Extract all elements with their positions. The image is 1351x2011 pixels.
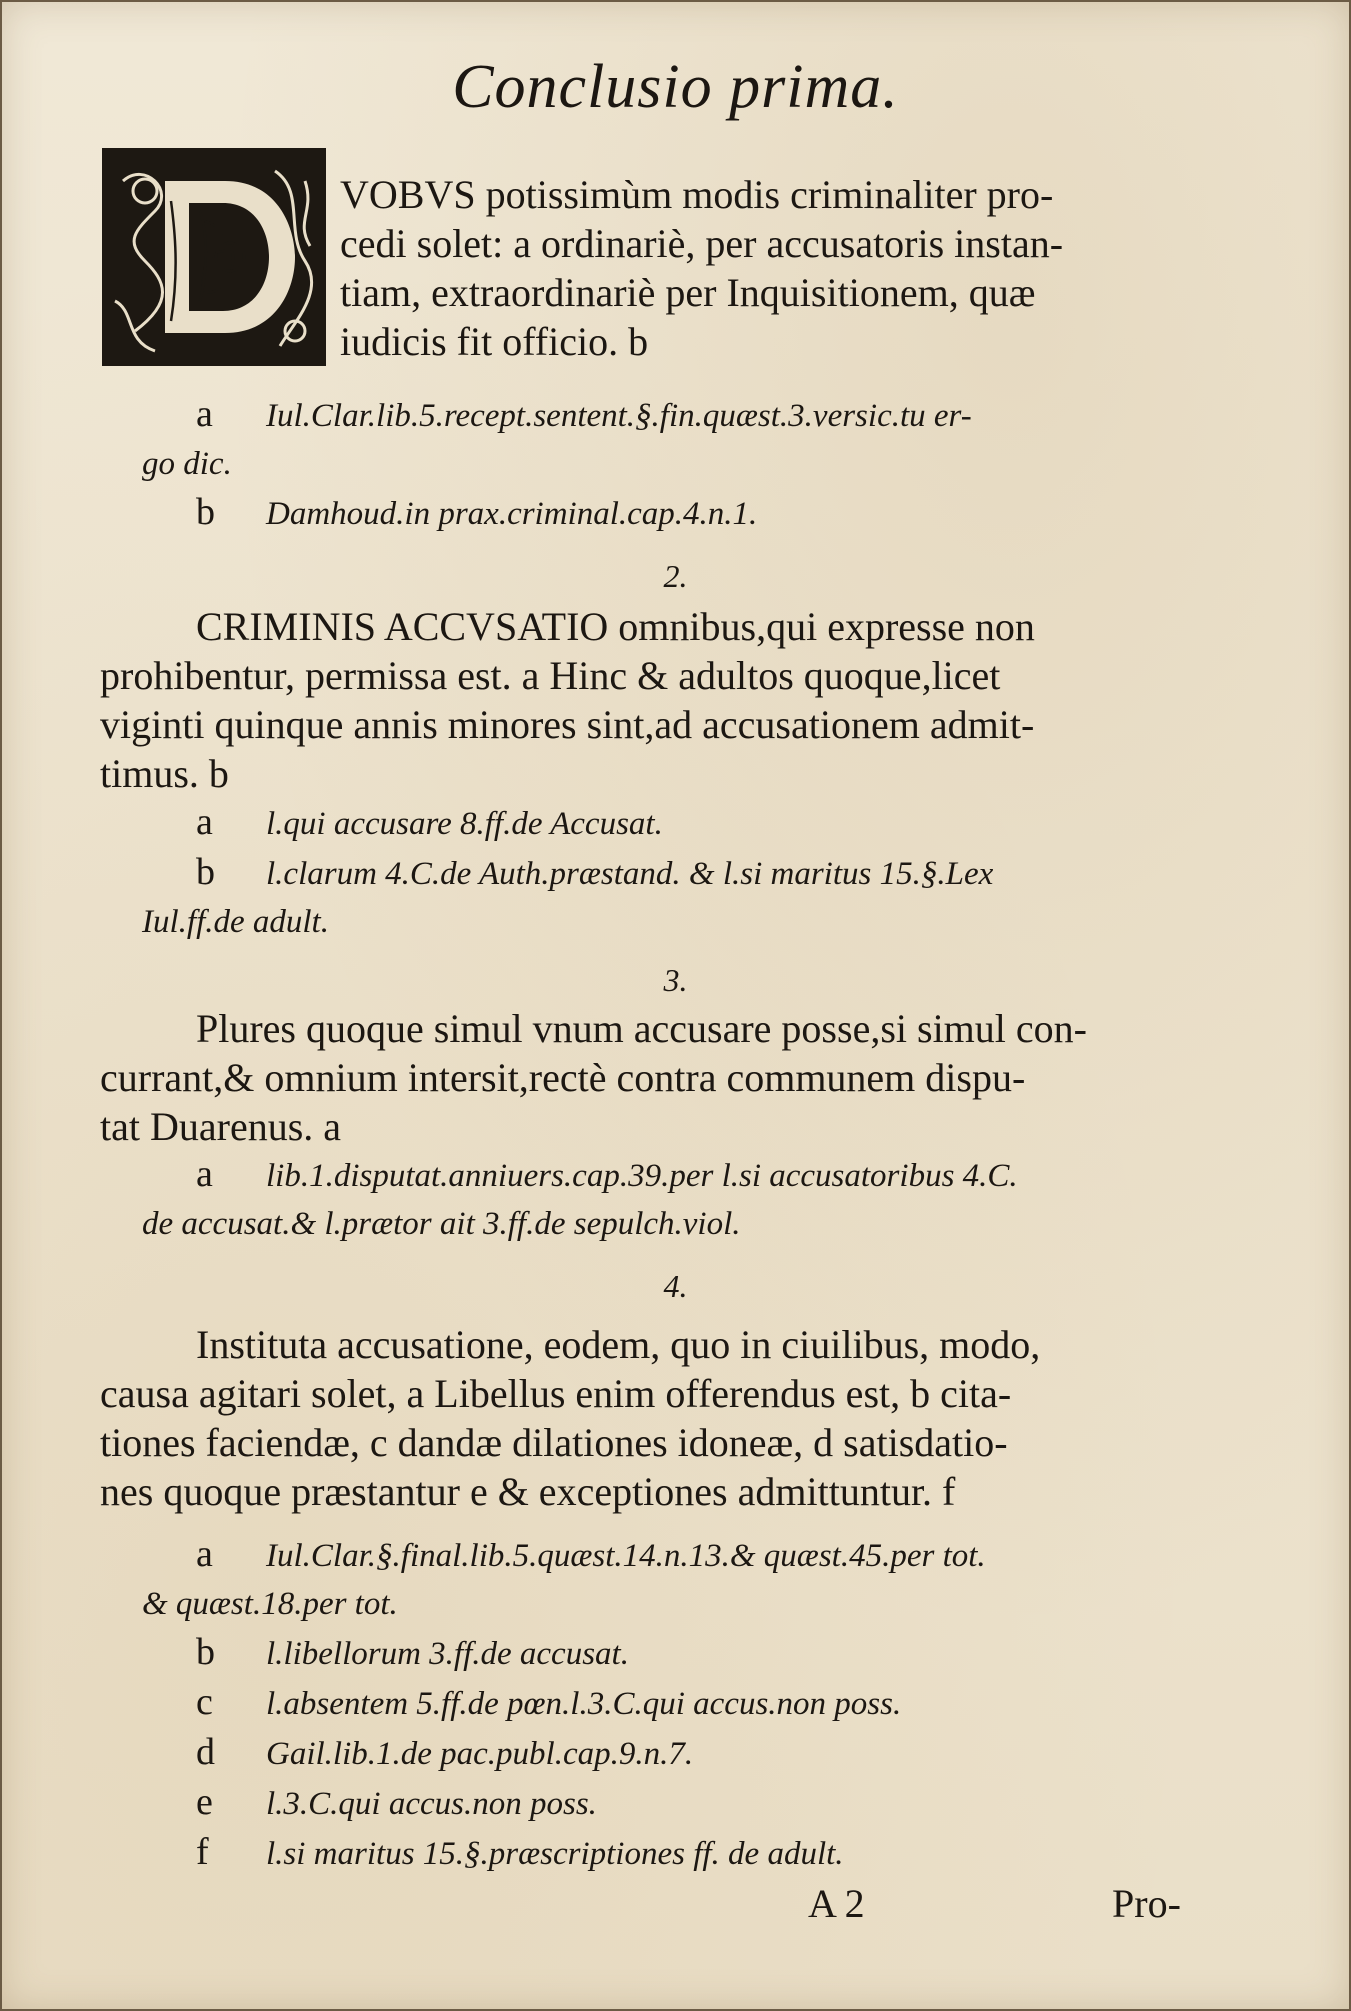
paragraph-2-line: prohibentur, permissa est. a Hinc & adultos quoque,licet <box>100 653 1001 698</box>
note-line <box>100 1628 1212 1678</box>
section-number: 3. <box>663 962 688 998</box>
note-text: l.qui accusare 8.ff.de Accusat. <box>266 806 663 842</box>
note-line <box>100 1678 1212 1728</box>
note-continuation: & quæst.18.per tot. <box>142 1586 398 1622</box>
paragraph-1-line: tiam, extraordinariè per Inquisitionem, quæ <box>340 270 1036 315</box>
paragraph-4 <box>100 1320 1212 1516</box>
note-text: l.3.C.qui accus.non poss. <box>266 1786 597 1822</box>
paragraph-3 <box>100 1004 1212 1151</box>
note-text: Damhoud.in prax.criminal.cap.4.n.1. <box>266 496 758 532</box>
note-line <box>100 1828 1212 1878</box>
paragraph-4-line: Instituta accusatione, eodem, quo in ciuilibus, modo, <box>196 1322 1041 1367</box>
note-continuation: de accusat.& l.prætor ait 3.ff.de sepulch.viol. <box>142 1206 741 1242</box>
note-letter: a <box>196 1533 213 1575</box>
notes-2 <box>100 798 1212 946</box>
decorated-initial-letter <box>102 148 326 366</box>
page-title: Conclusio prima. <box>452 53 899 121</box>
paragraph-2-line: timus. b <box>100 751 229 796</box>
notes-3 <box>100 1150 1212 1248</box>
note-text: lib.1.disputat.anniuers.cap.39.per l.si accusatoribus 4.C. <box>266 1158 1018 1194</box>
note-continuation: Iul.ff.de adult. <box>142 904 329 940</box>
paragraph-4-line: causa agitari solet, a Libellus enim offerendus est, b cita- <box>100 1371 1012 1416</box>
paragraph-2 <box>100 602 1212 798</box>
note-letter: e <box>196 1781 213 1823</box>
paragraph-2-line: viginti quinque annis minores sint,ad accusationem admit- <box>100 702 1035 747</box>
note-line <box>100 848 1212 898</box>
paragraph-2-line: CRIMINIS ACCVSATIO omnibus,qui expresse non <box>196 604 1035 649</box>
note-letter: b <box>196 491 215 533</box>
note-letter: a <box>196 801 213 843</box>
paragraph-3-line: Plures quoque simul vnum accusare posse,si simul con- <box>196 1006 1087 1051</box>
paragraph-1-line: cedi solet: a ordinariè, per accusatoris instan- <box>340 221 1064 266</box>
signature-mark: A 2 <box>808 1881 865 1926</box>
note-text: Gail.lib.1.de pac.publ.cap.9.n.7. <box>266 1736 694 1772</box>
paragraph-1-line: VOBVS potissimùm modis criminaliter pro- <box>340 172 1054 217</box>
paragraph-1 <box>340 170 1220 366</box>
note-letter: a <box>196 393 213 435</box>
note-text: l.absentem 5.ff.de pœn.l.3.C.qui accus.non poss. <box>266 1686 902 1722</box>
note-text: Iul.Clar.lib.5.recept.sentent.§.fin.quæst.3.versic.tu er- <box>266 398 972 434</box>
note-letter: d <box>196 1731 215 1773</box>
catchword: Pro- <box>1112 1881 1181 1926</box>
note-line <box>100 1530 1212 1580</box>
note-letter: b <box>196 1631 215 1673</box>
note-line <box>100 798 1212 848</box>
note-text: Iul.Clar.§.final.lib.5.quæst.14.n.13.& quæst.45.per tot. <box>266 1538 986 1574</box>
section-number: 4. <box>663 1268 688 1304</box>
note-continuation: go dic. <box>142 446 232 482</box>
note-letter: a <box>196 1153 213 1195</box>
note-letter: f <box>196 1831 209 1873</box>
note-letter: b <box>196 851 215 893</box>
notes-1 <box>100 390 1212 538</box>
paragraph-3-line: currant,& omnium intersit,rectè contra communem dispu- <box>100 1055 1026 1100</box>
note-line <box>100 1728 1212 1778</box>
section-number: 2. <box>663 558 688 594</box>
note-line <box>100 1150 1212 1200</box>
paragraph-4-line: nes quoque præstantur e & exceptiones admittuntur. f <box>100 1469 956 1514</box>
note-line <box>100 1778 1212 1828</box>
paragraph-4-line: tiones faciendæ, c dandæ dilationes idoneæ, d satisdatio- <box>100 1420 1008 1465</box>
initial-ornament <box>105 151 323 363</box>
note-text: l.libellorum 3.ff.de accusat. <box>266 1636 629 1672</box>
notes-4 <box>100 1530 1212 1878</box>
note-letter: c <box>196 1681 213 1723</box>
note-line <box>100 390 1212 440</box>
note-text: l.clarum 4.C.de Auth.præstand. & l.si maritus 15.§.Lex <box>266 856 994 892</box>
note-text: l.si maritus 15.§.præscriptiones ff. de adult. <box>266 1836 844 1872</box>
paragraph-1-line: iudicis fit officio. b <box>340 319 649 364</box>
paragraph-3-line: tat Duarenus. a <box>100 1104 342 1149</box>
note-line <box>100 488 1212 538</box>
